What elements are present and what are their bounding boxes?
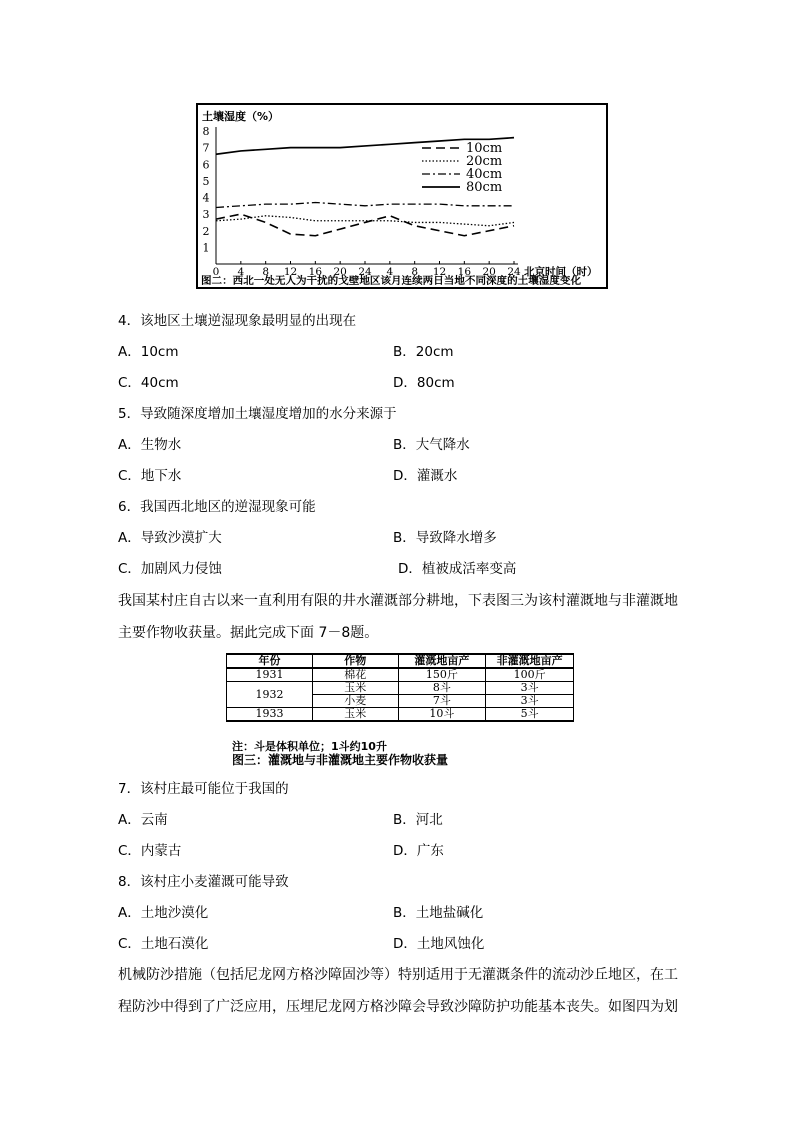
x-tick-label: 12 <box>432 266 447 278</box>
y-axis-label: 土壤湿度（%） <box>202 110 280 123</box>
q5-option-c: C．地下水 <box>118 468 182 484</box>
question-7-stem: 7．该村庄最可能位于我国的 <box>118 781 289 797</box>
q5-option-a: A．生物水 <box>118 437 182 453</box>
sand-paragraph-line-1: 机械防沙措施（包括尼龙网方格沙障固沙等）特别适用于无灌溉条件的流动沙丘地区，在工 <box>118 967 678 983</box>
question-6-stem: 6．我国西北地区的逆湿现象可能 <box>118 499 316 515</box>
legend-label-40cm: 40cm <box>466 167 503 182</box>
q6-option-c: C．加剧风力侵蚀 <box>118 561 222 577</box>
x-tick-label: 24 <box>507 266 521 278</box>
table-note: 注：斗是体积单位；1斗约10升 <box>232 740 387 753</box>
x-tick-label: 12 <box>283 266 298 278</box>
question-5-stem: 5．导致随深度增加土壤湿度增加的水分来源于 <box>118 406 397 422</box>
question-8-stem: 8．该村庄小麦灌溉可能导致 <box>118 874 289 890</box>
x-tick-label: 4 <box>386 266 394 278</box>
chart-svg <box>198 105 606 287</box>
table-row <box>227 668 574 682</box>
y-tick-label: 8 <box>202 125 210 138</box>
y-tick-label: 4 <box>202 191 210 205</box>
header-irrigated: 灌溉地亩产 <box>398 654 486 668</box>
q7-option-d: D．广东 <box>393 843 444 859</box>
series-line-10cm <box>216 214 514 236</box>
q5-option-d: D．灌溉水 <box>393 468 458 484</box>
x-tick-label: 0 <box>212 266 220 278</box>
q8-option-c: C．土地石漠化 <box>118 936 209 952</box>
cell-irrigated: 150斤 <box>398 668 486 682</box>
x-tick-label: 4 <box>237 266 245 278</box>
q8-option-b: B．土地盐碱化 <box>393 905 484 921</box>
q4-option-c: C．40cm <box>118 375 179 391</box>
q4-option-b: B．20cm <box>393 344 454 360</box>
cell-irrigated: 7斗 <box>398 695 486 708</box>
sand-paragraph-line-2: 程防沙中得到了广泛应用，压埋尼龙网方格沙障会导致沙障防护功能基本丧失。如图四为划 <box>118 999 678 1015</box>
cell-crop: 玉米 <box>312 708 398 722</box>
cell-crop: 小麦 <box>312 695 398 708</box>
header-year: 年份 <box>227 654 313 668</box>
cell-year: 1933 <box>227 708 313 722</box>
legend-label-10cm: 10cm <box>466 141 503 156</box>
x-tick-label: 20 <box>482 266 496 278</box>
crop-yield-table <box>226 653 574 722</box>
cell-non-irrigated: 3斗 <box>486 695 574 708</box>
legend-label-20cm: 20cm <box>466 154 503 169</box>
y-tick-label: 2 <box>202 224 210 238</box>
cell-non-irrigated: 100斤 <box>486 668 574 682</box>
q6-option-d: D．植被成活率变高 <box>398 561 517 577</box>
y-tick-label: 7 <box>202 141 210 155</box>
cell-year: 1932 <box>227 682 313 708</box>
q6-option-a: A．导致沙漠扩大 <box>118 530 222 546</box>
cell-irrigated: 8斗 <box>398 682 486 695</box>
y-tick-label: 6 <box>202 158 210 172</box>
y-tick-label: 5 <box>202 174 210 188</box>
chart-caption: 图二：西北一处无人为干扰的戈壁地区该月连续两日当地不同深度的土壤湿度变化 <box>201 276 561 287</box>
table-header-row <box>227 654 574 668</box>
soil-moisture-chart <box>196 103 608 289</box>
x-tick-label: 8 <box>262 266 270 278</box>
x-tick-label: 8 <box>411 266 419 278</box>
q4-option-a: A．10cm <box>118 344 179 360</box>
x-tick-label: 16 <box>457 266 472 278</box>
cell-crop: 棉花 <box>312 668 398 682</box>
table-row <box>227 682 574 695</box>
q7-option-a: A．云南 <box>118 812 168 828</box>
legend-label-80cm: 80cm <box>466 180 503 195</box>
q8-option-a: A．土地沙漠化 <box>118 905 209 921</box>
x-axis-label: 北京时间（时） <box>524 266 598 278</box>
cell-irrigated: 10斗 <box>398 708 486 722</box>
x-tick-label: 16 <box>308 266 323 278</box>
header-crop: 作物 <box>312 654 398 668</box>
q7-option-b: B．河北 <box>393 812 443 828</box>
table-row <box>227 708 574 722</box>
y-tick-label: 3 <box>202 208 210 222</box>
table-caption: 图三：灌溉地与非灌溉地主要作物收获量 <box>232 753 449 767</box>
cell-non-irrigated: 3斗 <box>486 682 574 695</box>
cell-crop: 玉米 <box>312 682 398 695</box>
intro-paragraph-line-1: 我国某村庄自古以来一直利用有限的井水灌溉部分耕地，下表图三为该村灌溉地与非灌溉地 <box>118 593 678 609</box>
q5-option-b: B．大气降水 <box>393 437 470 453</box>
x-tick-label: 24 <box>358 266 372 278</box>
q8-option-d: D．土地风蚀化 <box>393 936 485 952</box>
cell-year: 1931 <box>227 668 313 682</box>
series-line-40cm <box>216 202 514 207</box>
y-tick-label: 1 <box>202 241 210 255</box>
question-4-stem: 4．该地区土壤逆湿现象最明显的出现在 <box>118 313 357 329</box>
cell-non-irrigated: 5斗 <box>486 708 574 722</box>
q6-option-b: B．导致降水增多 <box>393 530 497 546</box>
header-non-irrigated: 非灌溉地亩产 <box>486 654 574 668</box>
q4-option-d: D．80cm <box>393 375 455 391</box>
intro-paragraph-line-2: 主要作物收获量。据此完成下面 7－8题。 <box>118 625 379 641</box>
x-tick-label: 20 <box>333 266 347 278</box>
q7-option-c: C．内蒙古 <box>118 843 182 859</box>
